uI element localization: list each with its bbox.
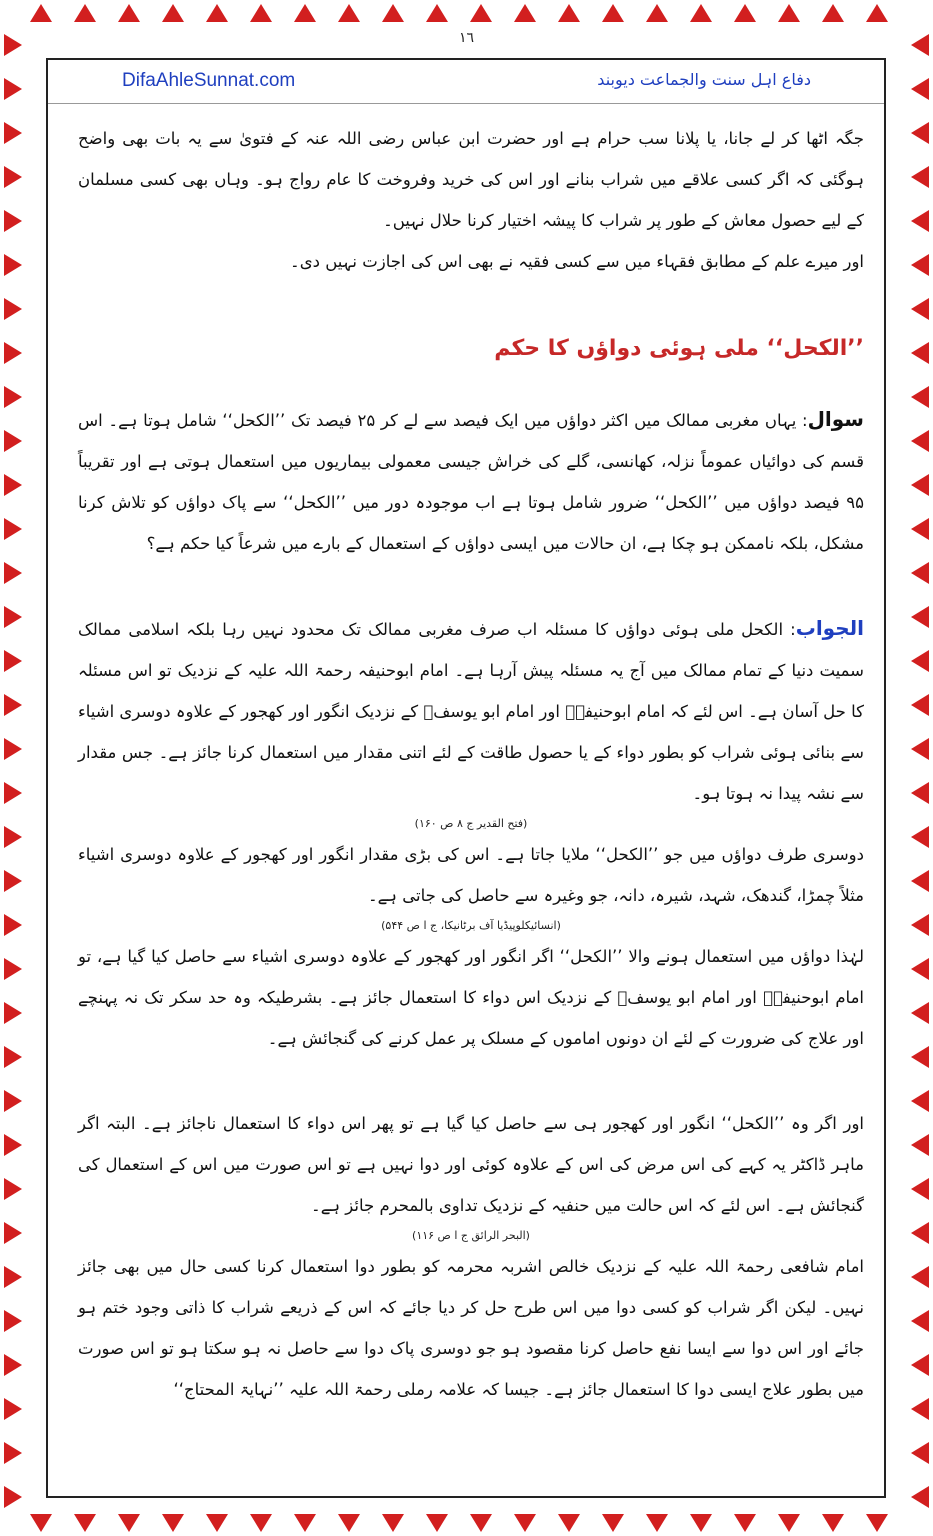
border-triangle xyxy=(250,1514,272,1532)
question-paragraph xyxy=(78,399,864,564)
border-left xyxy=(0,0,26,1536)
border-right xyxy=(907,0,933,1536)
border-triangle xyxy=(30,4,52,22)
border-triangle xyxy=(778,1514,800,1532)
border-triangle xyxy=(911,254,929,276)
border-triangle xyxy=(4,870,22,892)
border-triangle xyxy=(4,78,22,100)
border-triangle xyxy=(911,870,929,892)
border-triangle xyxy=(4,254,22,276)
border-triangle xyxy=(470,1514,492,1532)
border-triangle xyxy=(822,1514,844,1532)
intro-paragraph: جگہ اٹھا کر لے جانا، یا پلانا سب حرام ہے اور حضرت ابن عباس رضی اللہ عنہ کے فتویٰ سے یہ بات بھی واضح ہوگئی کہ اگر کسی علاقے میں شراب بنانے اور اس کی خرید وفروخت کا عام رواج ہو۔ وہاں بھی کسی مسلمان کے لیے حصول معاش کے طور پر شراب کا پیشہ اختیار کرنا حلال نہیں۔ xyxy=(78,129,864,230)
border-triangle xyxy=(911,386,929,408)
border-triangle xyxy=(4,518,22,540)
border-triangle xyxy=(118,1514,140,1532)
border-triangle xyxy=(338,4,360,22)
border-triangle xyxy=(206,4,228,22)
border-triangle xyxy=(911,78,929,100)
border-triangle xyxy=(911,1002,929,1024)
border-triangle xyxy=(4,1046,22,1068)
border-triangle xyxy=(911,606,929,628)
border-triangle xyxy=(558,4,580,22)
border-triangle xyxy=(911,826,929,848)
border-triangle xyxy=(118,4,140,22)
border-triangle xyxy=(4,386,22,408)
border-triangle xyxy=(4,1442,22,1464)
border-triangle xyxy=(690,1514,712,1532)
reference-britannica: (انسائیکلوپیڈیا آف برٹانیکا، ج ا ص ۵۴۴) xyxy=(381,919,561,932)
border-top xyxy=(0,0,933,28)
border-triangle xyxy=(294,4,316,22)
border-triangle xyxy=(822,4,844,22)
border-triangle xyxy=(911,1178,929,1200)
question-label: سوال xyxy=(807,407,864,431)
border-triangle xyxy=(911,298,929,320)
border-triangle xyxy=(911,1398,929,1420)
border-triangle xyxy=(4,1222,22,1244)
border-triangle xyxy=(911,1046,929,1068)
border-triangle xyxy=(911,342,929,364)
border-triangle xyxy=(4,430,22,452)
border-triangle xyxy=(514,4,536,22)
answer-paragraph xyxy=(78,608,864,814)
border-triangle xyxy=(646,4,668,22)
reference-bahr-al-raiq: (البحر الرائق ج ا ص ۱۱۶) xyxy=(412,1229,530,1242)
border-triangle xyxy=(426,1514,448,1532)
border-triangle xyxy=(911,1266,929,1288)
border-triangle xyxy=(911,562,929,584)
border-triangle xyxy=(646,1514,668,1532)
border-triangle xyxy=(470,4,492,22)
border-triangle xyxy=(4,1354,22,1376)
border-triangle xyxy=(911,738,929,760)
border-triangle xyxy=(4,1178,22,1200)
border-triangle xyxy=(866,1514,888,1532)
border-triangle xyxy=(911,1442,929,1464)
book-title: دفاع اہل سنت والجماعت دیوبند xyxy=(597,70,811,89)
border-triangle xyxy=(162,1514,184,1532)
border-triangle xyxy=(911,958,929,980)
question-text: : یہاں مغربی ممالک میں اکثر دواؤں میں ایک فیصد سے لے کر ۲۵ فیصد تک ’’الکحل‘‘ شامل ہوتا ہے۔ اس قسم کی دوائیاں عموماً نزلہ، کھانسی، گلے کی خراش جیسی معمولی بیماریوں میں استعمال ہوتی ہے اور تقریباً ۹۵ فیصد دواؤں میں ’’الکحل‘‘ ضرور شامل ہوتا ہے اب موجودہ دور میں ’’الکحل‘‘ سے پاک دواؤں کو تلاش کرنا مشکل، بلکہ ناممکن ہو چکا ہے، ان حالات میں ایسی دواؤں کے استعمال کے بارے میں شرعاً کیا حکم ہے؟ xyxy=(78,411,864,553)
border-triangle xyxy=(74,1514,96,1532)
website-link[interactable]: DifaAhleSunnat.com xyxy=(122,70,296,91)
border-triangle xyxy=(4,166,22,188)
border-triangle xyxy=(4,914,22,936)
border-triangle xyxy=(74,4,96,22)
border-triangle xyxy=(911,1310,929,1332)
page-content xyxy=(78,118,864,1410)
answer-text: : الکحل ملی ہوئی دواؤں کا مسئلہ اب صرف مغربی ممالک تک محدود نہیں رہا بلکہ اسلامی ممالک سمیت دنیا کے تمام ممالک میں آج یہ مسئلہ پیش آرہا ہے۔ امام ابوحنیفہ رحمۃ اللہ علیہ کے نزدیک تو اس مسئلہ کا حل آسان ہے۔ اس لئے کہ امام ابوحنیفہؒ اور امام ابو یوسفؒ کے نزدیک انگور اور کھجور کے علاوہ دوسری اشیاء سے بنائی ہوئی شراب کو بطور دواء کے یا حصول طاقت کے لئے اتنی مقدار میں استعمال کرنا جائز ہے۔ جس مقدار سے نشہ پیدا نہ ہوتا ہو۔ xyxy=(78,620,864,803)
border-triangle xyxy=(294,1514,316,1532)
paragraph-shafii-ruling: امام شافعی رحمۃ اللہ علیہ کے نزدیک خالص اشربہ محرمہ کو بطور دوا استعمال کرنا کسی حال میں بھی جائز نہیں۔ لیکن اگر شراب کو کسی دوا میں اس طرح حل کر دیا جائے کہ اس کے ذریعے شراب کا ذاتی وجود ختم ہو جائے اور اس دوا سے ایسا نفع حاصل کرنا مقصود ہو جو دوسری پاک دوا سے حاصل نہ ہو سکتا ہو تو اس صورت میں بطور علاج ایسی دوا کا استعمال جائز ہے۔ جیسا کہ علامہ رملی رحمۃ اللہ علیہ ’’نہایۃ المحتاج‘‘ xyxy=(78,1257,864,1399)
border-triangle xyxy=(382,4,404,22)
border-bottom xyxy=(0,1508,933,1536)
border-triangle xyxy=(911,474,929,496)
border-triangle xyxy=(866,4,888,22)
border-triangle xyxy=(4,958,22,980)
reference-fath-al-qadeer: (فتح القدیر ج ۸ ص ۱۶۰) xyxy=(414,817,528,830)
answer-label: الجواب xyxy=(795,616,864,640)
border-triangle xyxy=(734,4,756,22)
border-triangle xyxy=(30,1514,52,1532)
border-triangle xyxy=(4,606,22,628)
border-triangle xyxy=(426,4,448,22)
border-triangle xyxy=(4,210,22,232)
paragraph-alcohol-sources: دوسری طرف دواؤں میں جو ’’الکحل‘‘ ملایا جاتا ہے۔ اس کی بڑی مقدار انگور اور کھجور کے علاوہ دوسری اشیاء مثلاً چمڑا، گندھک، شہد، شیرہ، دانہ، جو وغیرہ سے حاصل کی جاتی ہے۔ xyxy=(78,845,864,905)
border-triangle xyxy=(911,914,929,936)
section-heading: ’’الکحل‘‘ ملی ہوئی دواؤں کا حکم xyxy=(494,336,864,361)
border-triangle xyxy=(911,518,929,540)
border-triangle xyxy=(4,826,22,848)
intro-paragraph-2: اور میرے علم کے مطابق فقہاء میں سے کسی فقیہ نے بھی اس کی اجازت نہیں دی۔ xyxy=(290,252,864,271)
border-triangle xyxy=(911,122,929,144)
border-triangle xyxy=(4,650,22,672)
border-triangle xyxy=(911,210,929,232)
border-triangle xyxy=(4,738,22,760)
border-triangle xyxy=(778,4,800,22)
border-triangle xyxy=(4,1266,22,1288)
paragraph-grape-date: اور اگر وہ ’’الکحل‘‘ انگور اور کھجور ہی سے حاصل کیا گیا ہے تو پھر اس دواء کا استعمال ناجائز ہے۔ البتہ اگر ماہر ڈاکٹر یہ کہے کی اس مرض کی اس کے علاوہ کوئی اور دوا نہیں ہے تو اس صورت میں اس کے استعمال کی گنجائش ہے۔ اس لئے کہ اس حالت میں حنفیہ کے نزدیک تداوی بالمحرم جائز ہے۔ xyxy=(78,1114,864,1215)
border-triangle xyxy=(382,1514,404,1532)
border-triangle xyxy=(4,342,22,364)
border-triangle xyxy=(734,1514,756,1532)
border-triangle xyxy=(690,4,712,22)
border-triangle xyxy=(911,694,929,716)
border-triangle xyxy=(4,1134,22,1156)
border-triangle xyxy=(206,1514,228,1532)
border-triangle xyxy=(338,1514,360,1532)
border-triangle xyxy=(250,4,272,22)
border-triangle xyxy=(4,1486,22,1508)
border-triangle xyxy=(558,1514,580,1532)
border-triangle xyxy=(514,1514,536,1532)
border-triangle xyxy=(602,4,624,22)
border-triangle xyxy=(4,122,22,144)
border-triangle xyxy=(911,1354,929,1376)
border-triangle xyxy=(4,1090,22,1112)
paragraph-hanafi-ruling: لہٰذا دواؤں میں استعمال ہونے والا ’’الکحل‘‘ اگر انگور اور کھجور کے علاوہ دوسری اشیاء سے حاصل کیا گیا ہے، تو امام ابوحنیفہؒ اور امام ابو یوسفؒ کے نزدیک اس دواء کا استعمال جائز ہے۔ بشرطیکہ وہ حد سکر تک نہ پہنچے اور علاج کی ضرورت کے لئے ان دونوں اماموں کے مسلک پر عمل کرنے کی گنجائش ہے۔ xyxy=(78,947,864,1048)
border-triangle xyxy=(911,166,929,188)
border-triangle xyxy=(911,782,929,804)
border-triangle xyxy=(4,694,22,716)
border-triangle xyxy=(4,474,22,496)
border-triangle xyxy=(911,1134,929,1156)
border-triangle xyxy=(162,4,184,22)
border-triangle xyxy=(4,1002,22,1024)
page-number: ١٦ xyxy=(458,30,475,46)
border-triangle xyxy=(911,1090,929,1112)
header-divider xyxy=(48,103,884,104)
border-triangle xyxy=(911,1222,929,1244)
border-triangle xyxy=(4,1310,22,1332)
border-triangle xyxy=(602,1514,624,1532)
border-triangle xyxy=(911,430,929,452)
border-triangle xyxy=(911,650,929,672)
border-triangle xyxy=(911,1486,929,1508)
border-triangle xyxy=(4,298,22,320)
border-triangle xyxy=(4,1398,22,1420)
border-triangle xyxy=(4,782,22,804)
border-triangle xyxy=(4,562,22,584)
